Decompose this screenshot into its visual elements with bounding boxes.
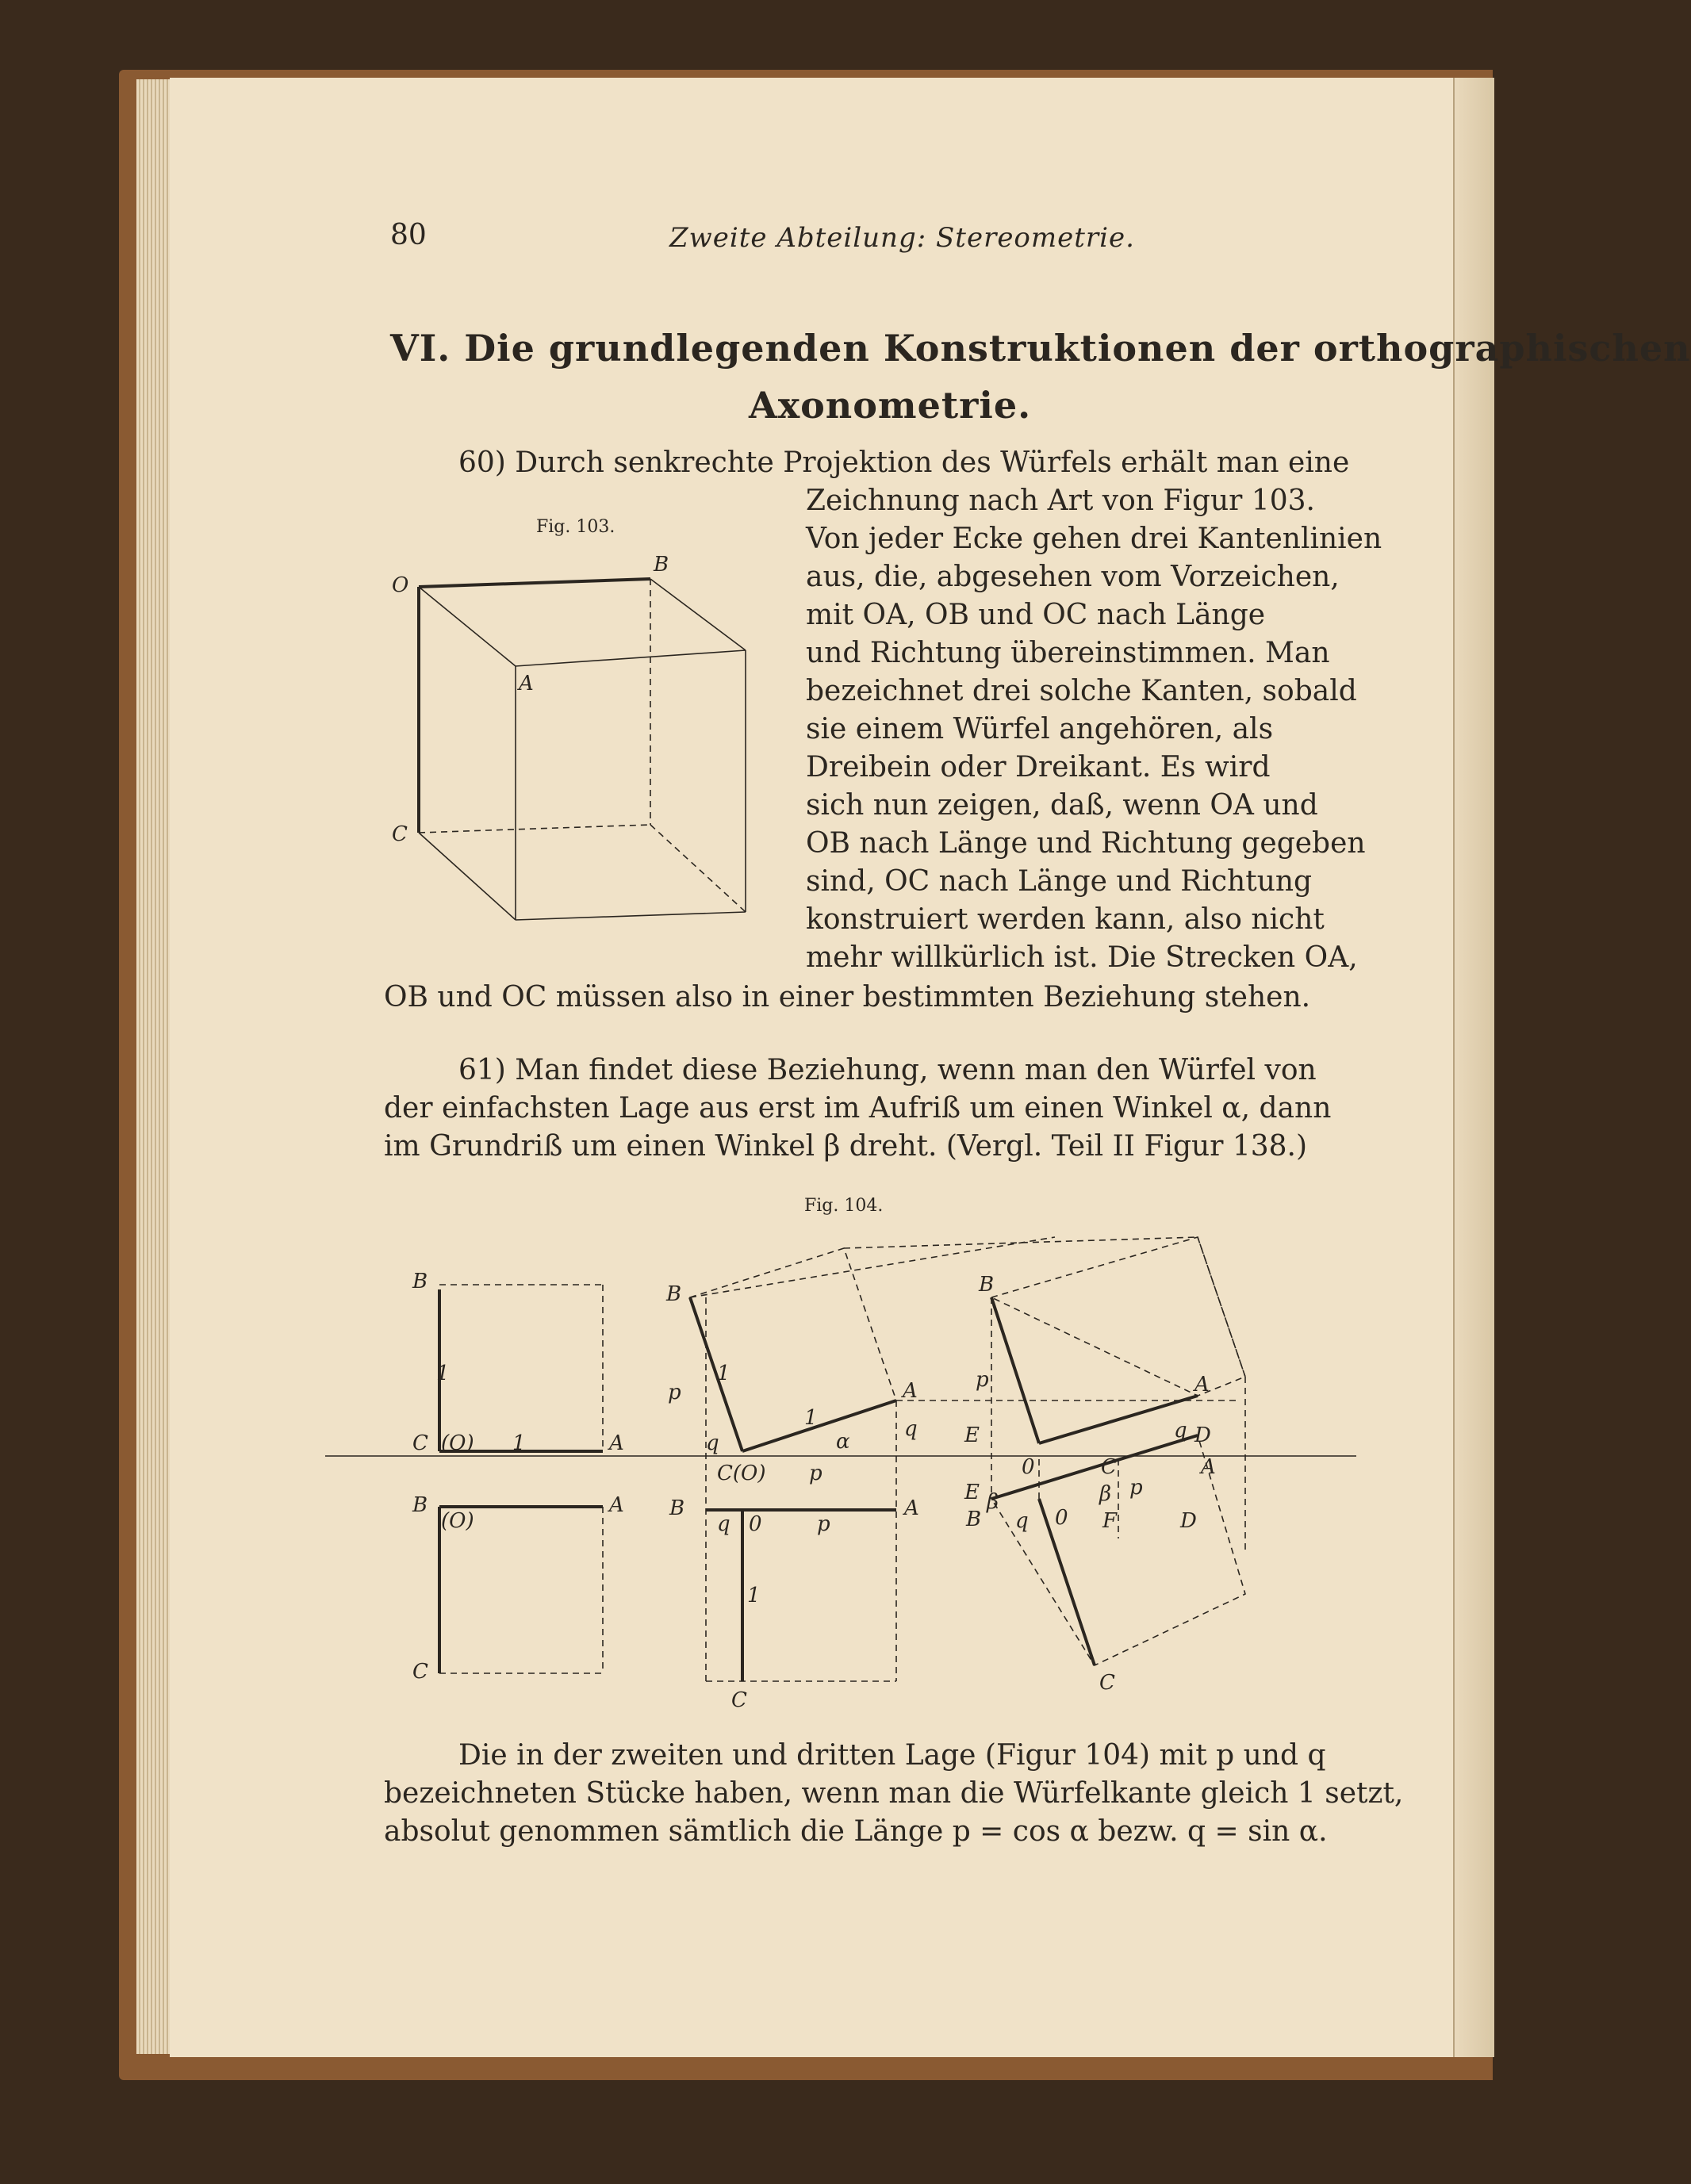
para60-line-14: mehr willkürlich ist. Die Strecken OA,	[806, 941, 1358, 974]
para60-line-3: Von jeder Ecke gehen drei Kantenlinien	[806, 523, 1382, 555]
fig104-p1-label-one-h: 1	[512, 1431, 526, 1455]
para60-line-5: mit OA, OB und OC nach Länge	[806, 599, 1266, 631]
fig104-p3-label-F: F	[1102, 1509, 1118, 1533]
fig104-p3-label-zero2: 0	[1055, 1506, 1068, 1530]
fig104-p2-label-one-b: 1	[804, 1406, 818, 1430]
final-line-3: absolut genommen sämtlich die Länge p = cos α bezw. q = sin α.	[384, 1815, 1328, 1848]
page-number: 80	[390, 219, 427, 251]
para61-line-3: im Grundriß um einen Winkel β dreht. (Vergl. Teil II Figur 138.)	[384, 1130, 1308, 1163]
para60-line-11: OB nach Länge und Richtung gegeben	[806, 827, 1366, 860]
para60-line-8: sie einem Würfel angehören, als	[806, 713, 1274, 745]
fig104-p2-label-alpha: α	[836, 1430, 850, 1454]
fig104-p3-label-D: D	[1194, 1423, 1211, 1447]
fig104-p3-label-zero: 0	[1022, 1455, 1035, 1479]
fig103-label-C: C	[392, 822, 408, 846]
fig104-p2-label-one-a: 1	[717, 1362, 730, 1385]
fig104-p3-label-beta2: β	[1099, 1482, 1112, 1506]
fig104-p2-label-p: p	[668, 1381, 681, 1404]
fig104-p2b-label-one: 1	[747, 1584, 761, 1607]
fig104-p1-label-O: (O)	[441, 1431, 474, 1455]
para60-line-9: Dreibein oder Dreikant. Es wird	[806, 751, 1271, 784]
fig104-p3-label-q: q	[1174, 1419, 1187, 1443]
fig104-p2-label-A: A	[903, 1379, 918, 1403]
page-edges	[136, 79, 171, 2054]
fig104-p3-label-E: E	[964, 1423, 980, 1447]
fig104-p2b-label-q: q	[717, 1512, 730, 1536]
fig104-p1b-label-O: (O)	[441, 1509, 474, 1533]
para60-line-1: 60) Durch senkrechte Projektion des Würfels erhält man eine	[458, 446, 1350, 479]
fig104-p1b-label-B: B	[412, 1493, 428, 1517]
fig104-p2-label-q: q	[706, 1431, 719, 1455]
fig104-p2-label-B: B	[666, 1282, 682, 1306]
fig104-p1-label-A: A	[609, 1431, 624, 1455]
para60-line-13: konstruiert werden kann, also nicht	[806, 903, 1325, 936]
para60-line-15: OB und OC müssen also in einer bestimmten Beziehung stehen.	[384, 981, 1311, 1013]
book-gutter	[1453, 78, 1494, 2057]
fig104-caption: Fig. 104.	[804, 1196, 884, 1216]
fig103-label-A: A	[519, 672, 534, 695]
fig104-p3-label-p: p	[976, 1368, 989, 1392]
fig104-p2b-label-p: p	[817, 1512, 830, 1536]
fig104-p1b-label-A: A	[609, 1493, 624, 1517]
fig104-p2-label-CO: C(O)	[717, 1462, 766, 1485]
fig104-p2b-label-B: B	[669, 1496, 685, 1520]
fig104-p2b-label-A: A	[904, 1496, 919, 1520]
fig104-p2-label-p2: p	[809, 1462, 822, 1485]
para60-line-12: sind, OC nach Länge und Richtung	[806, 865, 1313, 898]
para60-line-4: aus, die, abgesehen vom Vorzeichen,	[806, 561, 1340, 593]
fig103-caption: Fig. 103.	[536, 517, 615, 537]
fig104-p3-label-B: B	[979, 1273, 995, 1297]
fig104-p2-label-q2: q	[904, 1417, 918, 1441]
final-line-1: Die in der zweiten und dritten Lage (Figur 104) mit p und q	[458, 1739, 1326, 1772]
fig104-p3-label-E2: E	[964, 1481, 980, 1504]
fig104-p3-label-C: C	[1101, 1455, 1117, 1479]
running-title: Zweite Abteilung: Stereometrie.	[669, 222, 1135, 254]
fig104-p2b-label-zero: 0	[749, 1512, 762, 1536]
fig104-p3-label-beta: β	[987, 1490, 999, 1514]
fig104-p3-label-q2: q	[1015, 1509, 1029, 1533]
fig104-p1b-label-C: C	[412, 1660, 428, 1684]
fig104-p3-label-A2: A	[1201, 1455, 1216, 1479]
para61-line-2: der einfachsten Lage aus erst im Aufriß um einen Winkel α, dann	[384, 1092, 1332, 1125]
fig103-label-O: O	[392, 573, 409, 597]
fig104-p1-label-C: C	[412, 1431, 428, 1455]
para60-line-10: sich nun zeigen, daß, wenn OA und	[806, 789, 1318, 822]
section-heading-line1: VI. Die grundlegenden Konstruktionen der orthographischen	[390, 327, 1691, 370]
fig104-p3-label-p2: p	[1129, 1476, 1143, 1500]
para60-line-7: bezeichnet drei solche Kanten, sobald	[806, 675, 1357, 707]
fig104-diagram	[325, 1221, 1372, 1713]
fig104-p1-label-one-v: 1	[436, 1362, 450, 1385]
para60-line-6: und Richtung übereinstimmen. Man	[806, 637, 1330, 669]
fig104-p3-label-A: A	[1194, 1373, 1210, 1397]
fig104-p3-label-C2: C	[1099, 1671, 1115, 1695]
fig104-p2b-label-C: C	[731, 1688, 747, 1712]
para61-line-1: 61) Man findet diese Beziehung, wenn man den Würfel von	[458, 1054, 1317, 1086]
fig103-cube-diagram	[381, 539, 761, 936]
fig103-label-B: B	[654, 553, 669, 577]
fig104-p3-label-B2: B	[966, 1508, 982, 1531]
final-line-2: bezeichneten Stücke haben, wenn man die Würfelkante gleich 1 setzt,	[384, 1777, 1404, 1810]
fig104-p3-label-D2: D	[1180, 1509, 1197, 1533]
para60-line-2: Zeichnung nach Art von Figur 103.	[806, 485, 1315, 517]
fig104-p1-label-B: B	[412, 1270, 428, 1293]
section-heading-line2: Axonometrie.	[749, 384, 1032, 427]
